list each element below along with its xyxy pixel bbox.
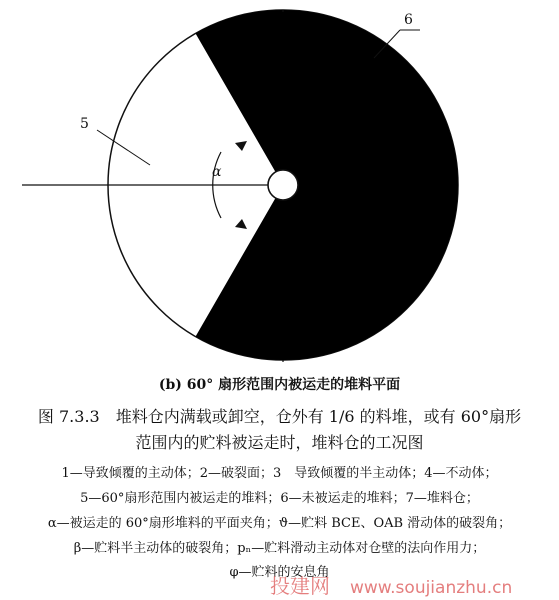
legend-line-3: α—被运走的 60°扇形堆料的平面夹角；ϑ—贮料 BCE、OAB 滑动体的破裂角； xyxy=(47,516,512,531)
silo-circle xyxy=(268,170,298,200)
watermark xyxy=(270,570,512,599)
legend-line-2: 5—60°扇形范围内被运走的堆料；6—未被运走的堆料；7—堆料仓； xyxy=(80,491,479,506)
legend-line-5: φ—贮料的安息角 xyxy=(229,565,330,580)
figure-caption-line1: 图 7.3.3 堆料仓内满载或卸空，仓外有 1/6 的料堆，或有 60°扇形 xyxy=(37,407,522,426)
label-alpha: α xyxy=(212,164,222,180)
label-6: 6 xyxy=(404,12,413,28)
watermark-cn: 投建网 xyxy=(270,574,330,598)
figure-subtitle: (b) 60° 扇形范围内被运走的堆料平面 xyxy=(158,377,401,393)
legend-line-4: β—贮料半主动体的破裂角；pₙ—贮料滑动主动体对仓壁的法向作用力； xyxy=(73,541,486,556)
legend-line-1: 1—导致倾覆的主动体；2—破裂面；3 导致倾覆的半主动体；4—不动体； xyxy=(61,466,498,481)
figure-caption-line2: 范围内的贮料被运走时，堆料仓的工况图 xyxy=(135,433,424,452)
watermark-url: www.soujianzhu.cn xyxy=(350,578,513,598)
label-5: 5 xyxy=(80,116,89,132)
